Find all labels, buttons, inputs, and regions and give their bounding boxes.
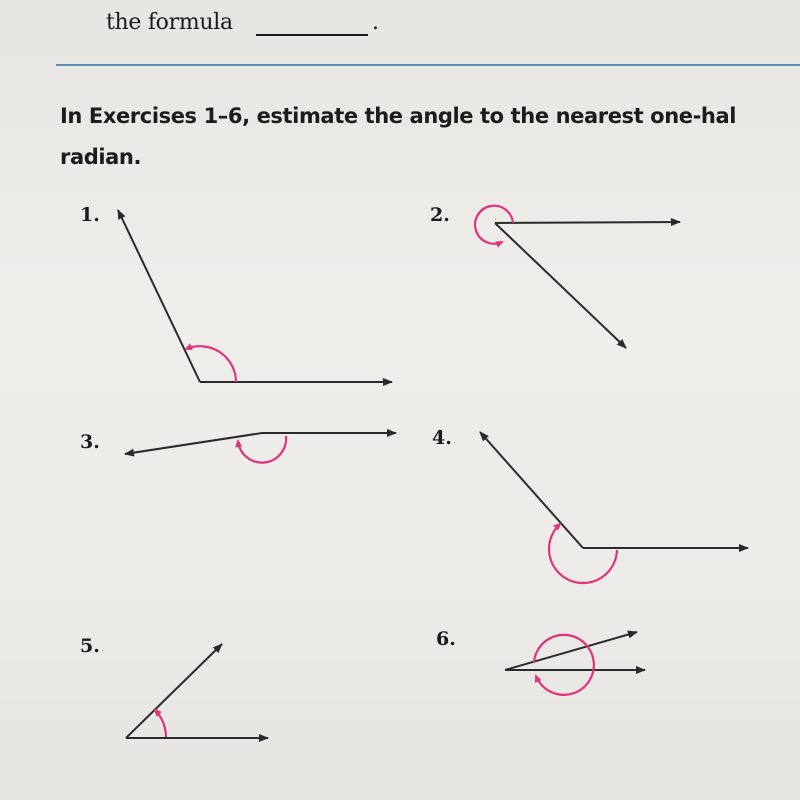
instructions-line-1: In Exercises 1–6, estimate the angle to the nearest one-hal bbox=[60, 104, 737, 128]
exercise-4-angle-arc bbox=[549, 524, 617, 583]
exercise-5-ray-b bbox=[126, 644, 222, 738]
exercise-5-angle-arc bbox=[155, 710, 166, 737]
exercise-3-angle-arc bbox=[238, 436, 286, 463]
previous-line-text: the formula bbox=[106, 10, 233, 35]
blank-period: . bbox=[372, 10, 379, 35]
exercise-5-label: 5. bbox=[80, 635, 100, 657]
exercise-4-ray-b bbox=[480, 432, 583, 548]
exercise-2-ray-a bbox=[495, 222, 680, 223]
exercise-3-label: 3. bbox=[80, 431, 100, 453]
exercise-6-label: 6. bbox=[436, 628, 456, 650]
exercise-2-ray-b bbox=[495, 223, 626, 348]
exercise-6 bbox=[436, 628, 645, 695]
exercise-2 bbox=[430, 204, 680, 348]
exercise-1-ray-a bbox=[118, 210, 200, 382]
exercise-6-ray-b bbox=[505, 632, 637, 670]
instructions-line-2: radian. bbox=[60, 145, 142, 169]
exercise-1-angle-arc bbox=[186, 346, 236, 382]
exercise-2-label: 2. bbox=[430, 204, 450, 226]
exercise-5 bbox=[80, 635, 268, 738]
exercise-6-angle-arc bbox=[534, 635, 594, 695]
exercise-1-label: 1. bbox=[80, 204, 100, 226]
exercise-3 bbox=[80, 431, 396, 463]
exercise-4-label: 4. bbox=[432, 427, 452, 449]
exercise-1 bbox=[80, 204, 392, 382]
exercise-2-angle-arc bbox=[475, 206, 513, 244]
exercise-4 bbox=[432, 427, 748, 583]
